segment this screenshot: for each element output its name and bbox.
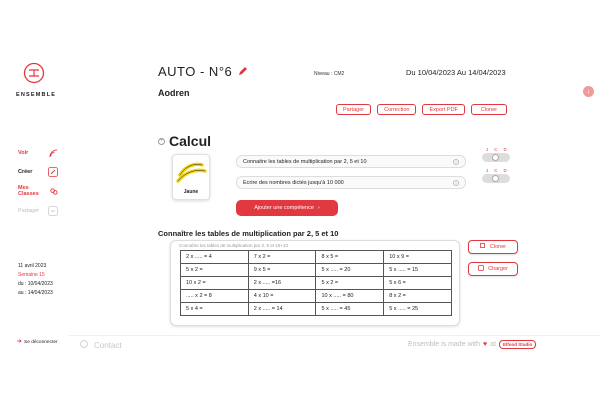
page-title <box>158 64 248 79</box>
add-skill-button[interactable] <box>236 200 338 216</box>
sidebar-item-voir[interactable] <box>18 148 58 158</box>
from-date: 10/04/2023 <box>27 281 53 287</box>
brand-name: ENSEMBLE <box>16 92 57 98</box>
scroll-down-button[interactable] <box>583 86 594 97</box>
share-icon <box>48 206 58 216</box>
level-letter: C <box>494 168 498 173</box>
table-cell: 5 x ..... = 45 <box>316 303 384 316</box>
skill-field[interactable] <box>236 155 466 168</box>
add-skill-label: Ajouter une compétence <box>254 205 314 211</box>
table-cell: 5 x 6 = <box>384 277 452 290</box>
table-cell: 5 x 4 = <box>181 303 249 316</box>
collapse-icon[interactable]: + <box>159 137 164 144</box>
logout-label: Se déconnecter <box>24 339 58 345</box>
level-knob[interactable] <box>492 175 499 182</box>
table-cell: 10 x ..... = 80 <box>316 290 384 303</box>
load-exercise-button[interactable] <box>468 262 518 276</box>
multiplication-table <box>180 250 452 316</box>
to-label: au : <box>18 290 27 296</box>
pencil-icon[interactable] <box>238 64 248 79</box>
edit-icon <box>48 167 58 177</box>
action-bar <box>336 104 507 115</box>
level-knob[interactable] <box>492 154 499 161</box>
student-name: Aodren <box>158 88 190 98</box>
level-card[interactable] <box>172 154 210 200</box>
table-row <box>181 290 452 303</box>
exercise-title: Connaître les tables de multiplication par 2, 5 et 10 <box>158 229 339 238</box>
exercise-caption: Connaître les tables de multiplication par 2, 5 et 10+10 <box>179 243 288 248</box>
chevron-right-icon: › <box>317 205 320 211</box>
at-text: at <box>490 341 496 348</box>
remove-icon[interactable]: × <box>454 159 458 164</box>
table-cell: 2 x ..... =16 <box>248 277 316 290</box>
level-letter: C <box>494 147 498 152</box>
contact-label: Contact <box>94 340 122 350</box>
level-toggle[interactable] <box>482 168 510 183</box>
level-slider[interactable] <box>482 153 510 162</box>
date-block <box>18 262 53 298</box>
table-cell: 5 x 2 = <box>316 277 384 290</box>
table-cell: 7 x 2 = <box>248 251 316 264</box>
from-label: du : <box>18 281 27 287</box>
table-row <box>181 303 452 316</box>
copy-icon <box>480 243 486 251</box>
logout-button[interactable] <box>16 338 58 346</box>
skill-text: Connaitre les tables de multiplication par 2, 5 et 10 <box>243 158 367 165</box>
contact-link[interactable] <box>80 340 122 350</box>
skill-field[interactable] <box>236 176 466 189</box>
exercise-actions <box>468 240 518 284</box>
table-cell: 2 x ..... = 14 <box>248 303 316 316</box>
current-date: 11 avril 2023 <box>18 263 47 269</box>
section-title <box>158 133 211 149</box>
exercise-box <box>170 240 460 326</box>
table-cell: 5 x ..... = 20 <box>316 264 384 277</box>
sidebar-item-label: Créer <box>18 169 33 175</box>
page-title-text: AUTO - N°6 <box>158 64 233 79</box>
level-slider[interactable] <box>482 174 510 183</box>
ensemble-logo[interactable] <box>16 62 57 102</box>
table-cell: 5 x ..... = 25 <box>384 303 452 316</box>
sidebar-item-creer[interactable] <box>18 167 58 177</box>
clone-button[interactable]: Cloner <box>471 104 507 115</box>
studio-badge[interactable]: Elfood Studio <box>499 340 536 349</box>
classes-icon <box>48 186 58 196</box>
export-pdf-button[interactable]: Export PDF <box>422 104 464 115</box>
footer-divider <box>68 335 600 336</box>
level-letter: D <box>503 168 507 173</box>
sidebar <box>0 0 68 400</box>
github-icon <box>80 340 88 350</box>
table-cell: 8 x 5 = <box>316 251 384 264</box>
table-cell: 2 x ..... = 4 <box>181 251 249 264</box>
period-dates: Du 10/04/2023 Au 14/04/2023 <box>406 68 506 77</box>
share-button[interactable]: Partager <box>336 104 371 115</box>
ensemble-logo-icon <box>23 62 45 84</box>
table-cell: 9 x 5 = <box>248 264 316 277</box>
table-cell: 4 x 10 = <box>248 290 316 303</box>
table-cell: 10 x 2 = <box>181 277 249 290</box>
table-cell: 10 x 9 = <box>384 251 452 264</box>
logout-icon <box>16 338 22 346</box>
table-cell: 5 x ..... = 15 <box>384 264 452 277</box>
yellow-stroke-icon <box>174 159 210 187</box>
sidebar-item-label: Voir <box>18 150 29 156</box>
table-row <box>181 277 452 290</box>
made-with <box>408 340 536 349</box>
table-row <box>181 264 452 277</box>
table-cell: 5 x 2 = <box>181 264 249 277</box>
table-row <box>181 251 452 264</box>
level-toggle[interactable] <box>482 147 510 162</box>
clone-exercise-label: Cloner <box>489 244 507 250</box>
clone-exercise-button[interactable] <box>468 240 518 254</box>
niveau-label: Niveau : CM2 <box>314 71 345 77</box>
sidebar-item-mes-classes[interactable] <box>18 185 58 197</box>
level-letter: J <box>486 147 489 152</box>
week-label: Semaine 15 <box>18 272 45 278</box>
level-card-label: Jaune <box>183 189 199 195</box>
skill-text: Ecrire des nombres dictés jusqu'à 10 000 <box>243 179 344 186</box>
to-date: 14/04/2023 <box>27 290 53 296</box>
level-letter: D <box>503 147 507 152</box>
sidebar-item-label: Partager <box>18 208 40 214</box>
remove-icon[interactable]: × <box>454 180 458 185</box>
load-icon <box>478 265 484 273</box>
signal-icon <box>48 148 58 158</box>
table-cell: 8 x 2 = <box>384 290 452 303</box>
level-letter: J <box>486 168 489 173</box>
section-title-text: Calcul <box>169 133 212 149</box>
made-with-text: Ensemble is made with <box>408 341 480 348</box>
sidebar-item-label: Mes Classes <box>18 185 39 197</box>
table-cell: ..... x 2 = 8 <box>181 290 249 303</box>
arrow-down-icon: ↓ <box>586 88 591 95</box>
sidebar-item-partager[interactable] <box>18 206 58 216</box>
load-exercise-label: Charger <box>488 266 508 272</box>
heart-icon: ♥ <box>482 341 488 348</box>
correction-button[interactable]: Correction <box>377 104 416 115</box>
